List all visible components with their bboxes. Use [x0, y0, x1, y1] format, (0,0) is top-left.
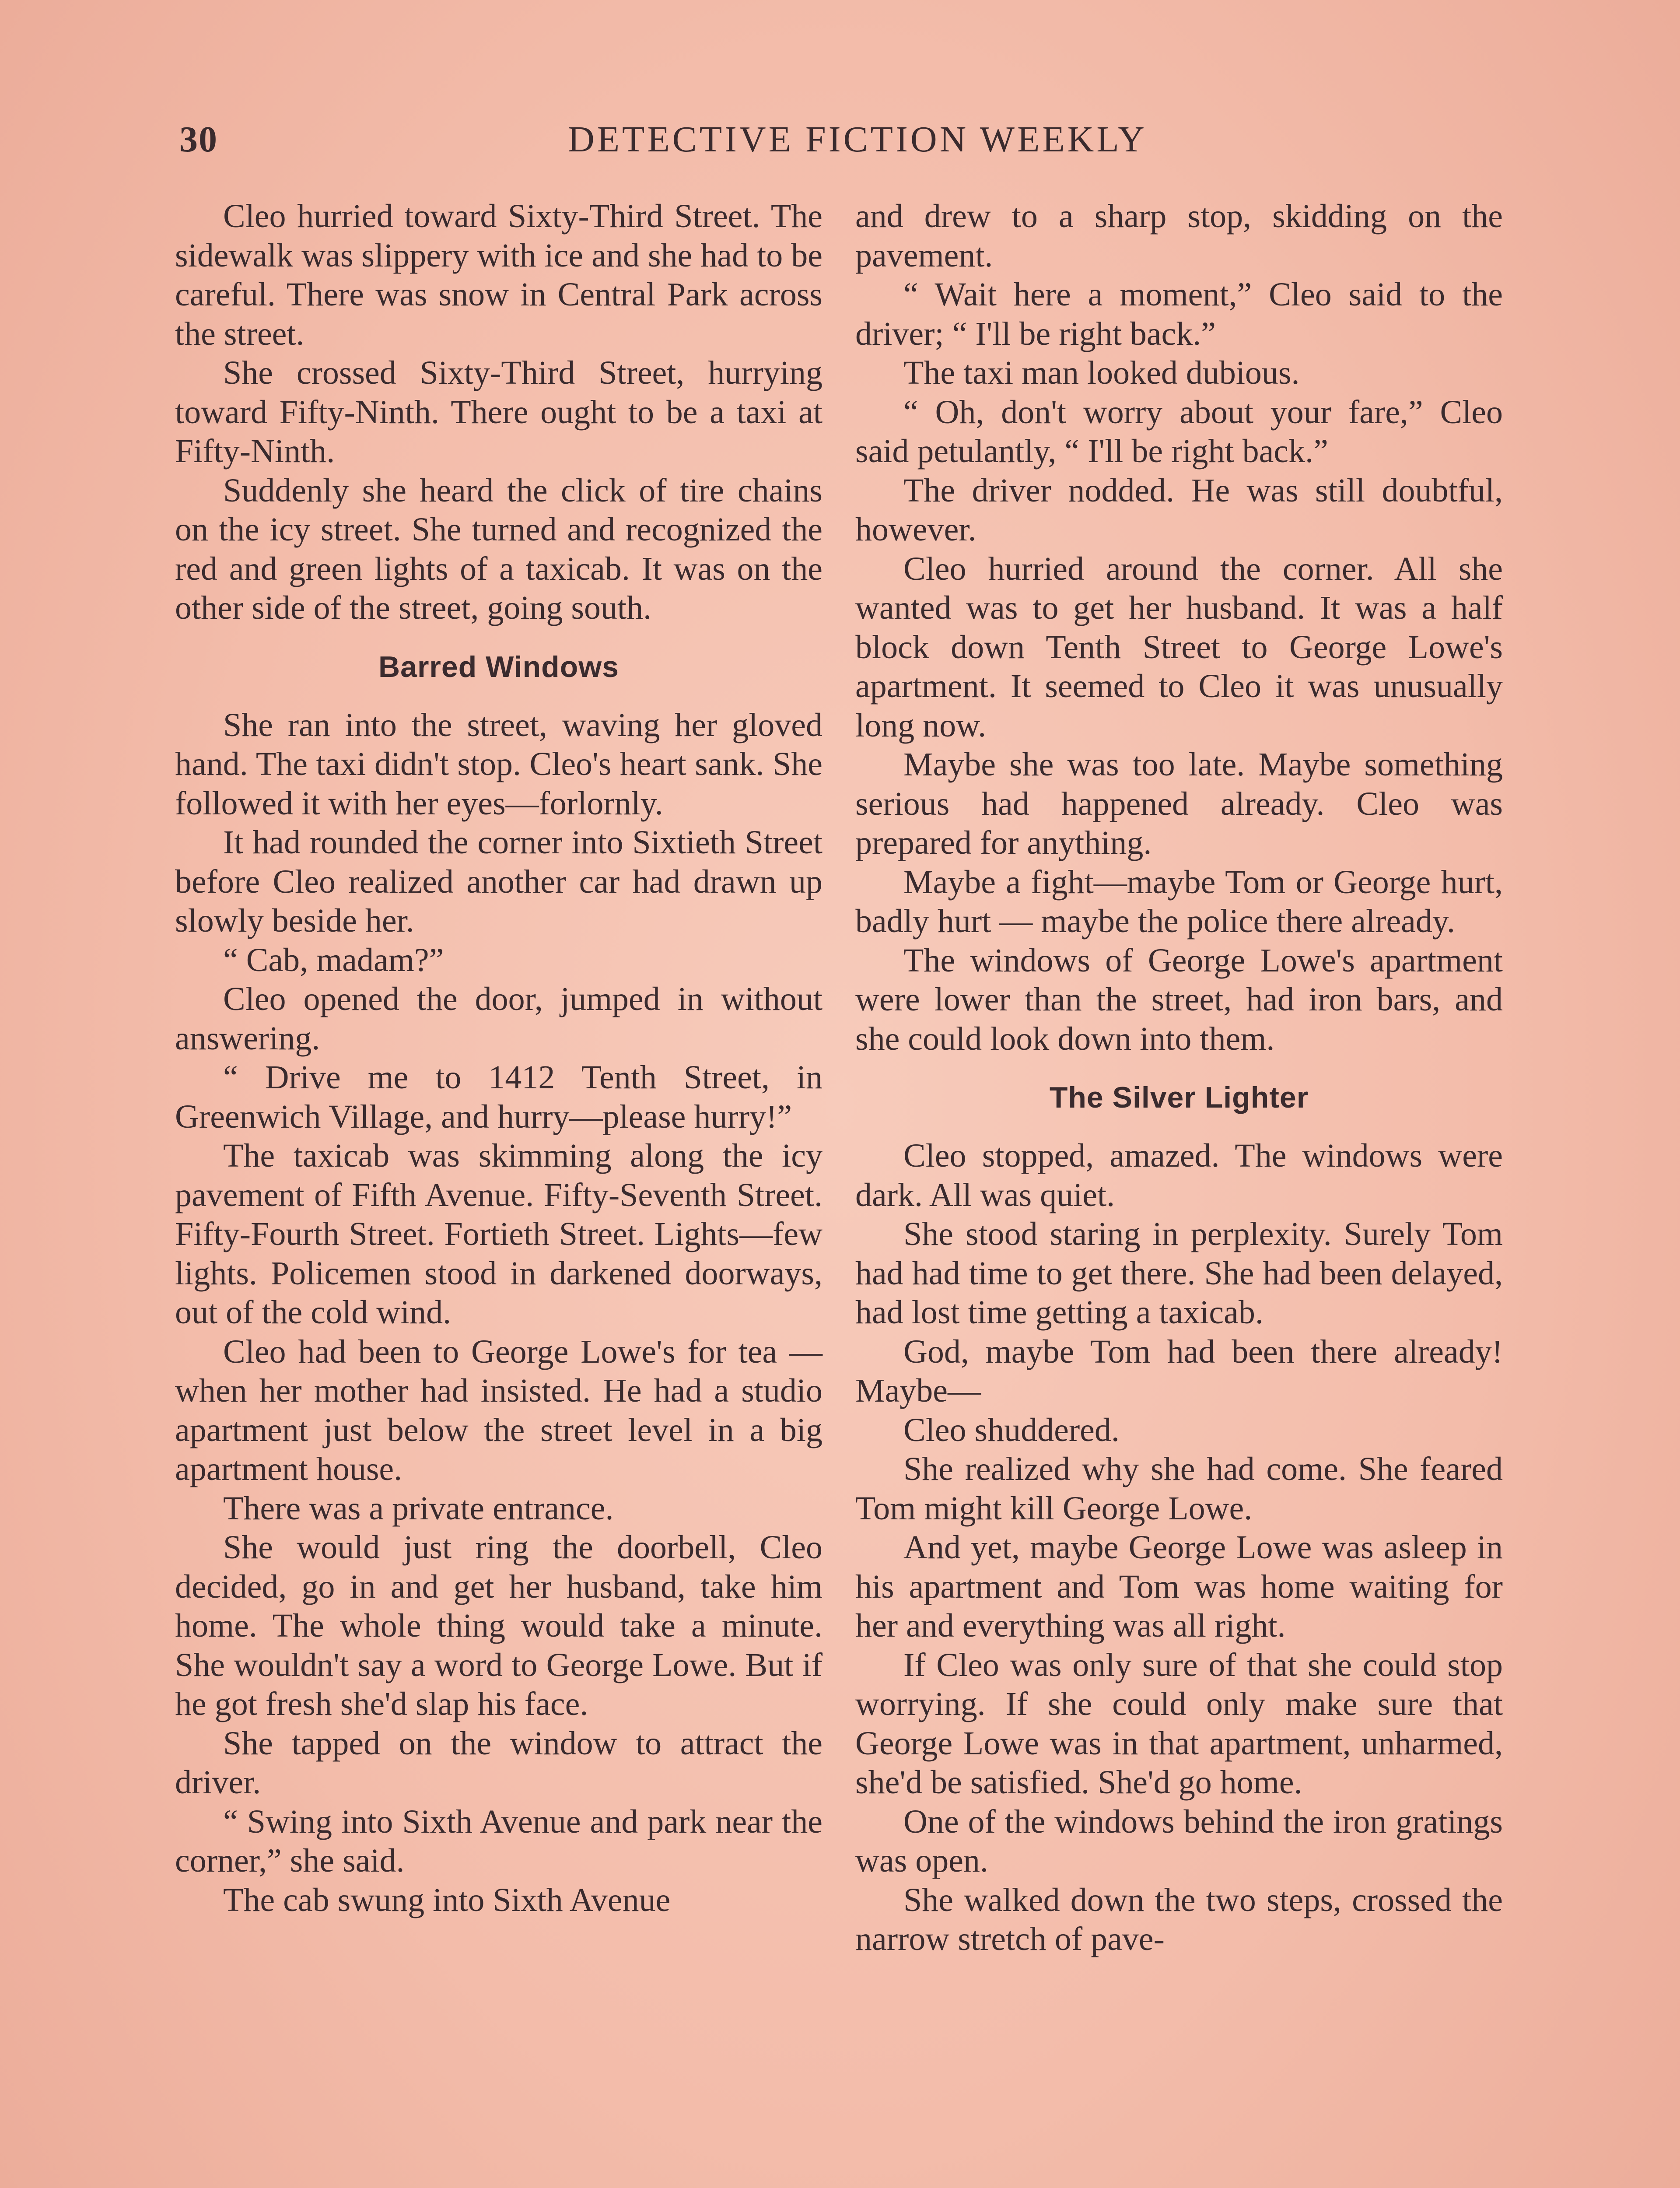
paragraph: “ Wait here a moment,” Cleo said to the driver; “ I'll be right back.”	[855, 276, 1503, 352]
paragraph: She ran into the street, waving her gloved hand. The taxi didn't stop. Cleo's heart sank. She followed it with her eyes—forlornly.	[175, 706, 822, 822]
paragraph: Maybe she was too late. Maybe something serious had happened already. Cleo was prepared for anything.	[855, 746, 1503, 861]
paragraph: She stood staring in perplexity. Surely Tom had had time to get there. She had been delayed, had lost time getting a taxicab.	[855, 1216, 1503, 1331]
page-header	[179, 118, 1509, 171]
paragraph: She would just ring the doorbell, Cleo decided, go in and get her husband, take him home. The whole thing would take a minute. She wouldn't say a word to George Lowe. But if he got fresh she'd slap his face.	[175, 1529, 822, 1722]
paragraph: “ Cab, madam?”	[223, 941, 444, 978]
paragraph: Cleo shuddered.	[903, 1411, 1120, 1448]
running-title: DETECTIVE FICTION WEEKLY	[568, 119, 1147, 160]
paragraph: She walked down the two steps, crossed the narrow stretch of pave-	[855, 1881, 1503, 1957]
paragraph: “ Oh, don't worry about your fare,” Cleo said petulantly, “ I'll be right back.”	[855, 393, 1503, 470]
paragraph: Cleo stopped, amazed. The windows were dark. All was quiet.	[855, 1137, 1503, 1213]
paragraph: The driver nodded. He was still doubtful, however.	[855, 472, 1503, 548]
paragraph: The windows of George Lowe's apartment were lower than the street, had iron bars, and she could look down into them.	[855, 942, 1503, 1057]
right-column	[855, 197, 1503, 1959]
paragraph: “ Swing into Sixth Avenue and park near the corner,” she said.	[175, 1803, 822, 1879]
paragraph: The taxicab was skimming along the icy pavement of Fifth Avenue. Fifty-Seventh Street. Fifty-Fourth Street. Fortieth Street. Lights—few lights. Policemen stood in darkened doorways, out of the cold wind.	[175, 1137, 822, 1331]
paragraph: There was a private entrance.	[223, 1490, 614, 1527]
page-number: 30	[179, 119, 218, 160]
paragraph: “ Drive me to 1412 Tenth Street, in Greenwich Village, and hurry—please hurry!”	[175, 1059, 822, 1135]
left-column	[175, 197, 822, 1920]
paragraph: And yet, maybe George Lowe was asleep in his apartment and Tom was home waiting for her and everything was all right.	[855, 1529, 1503, 1644]
paragraph: Cleo had been to George Lowe's for tea — when her mother had insisted. He had a studio apartment just below the street level in a big apartment house.	[175, 1333, 822, 1487]
paragraph: Maybe a fight—maybe Tom or George hurt, badly hurt — maybe the police there already.	[855, 863, 1503, 940]
paragraph: Cleo hurried around the corner. All she wanted was to get her husband. It was a half block down Tenth Street to George Lowe's apartment. It seemed to Cleo it was unusually long now.	[855, 550, 1503, 744]
section-heading: The Silver Lighter	[1049, 1081, 1309, 1114]
paragraph: The taxi man looked dubious.	[903, 354, 1300, 391]
paragraph: One of the windows behind the iron gratings was open.	[855, 1803, 1503, 1879]
section-heading: Barred Windows	[378, 650, 619, 684]
paragraph: God, maybe Tom had been there already! Maybe—	[855, 1333, 1503, 1409]
paragraph: If Cleo was only sure of that she could stop worrying. If she could only make sure that George Lowe was in that apartment, unharmed, she'd be satisfied. She'd go home.	[855, 1646, 1503, 1801]
paragraph: She crossed Sixty-Third Street, hurrying toward Fifty-Ninth. There ought to be a taxi at Fifty-Ninth.	[175, 354, 822, 470]
paragraph: She realized why she had come. She feared Tom might kill George Lowe.	[855, 1451, 1503, 1527]
paragraph-continued: and drew to a sharp stop, skidding on the pavement.	[855, 198, 1503, 274]
paragraph: Suddenly she heard the click of tire chains on the icy street. She turned and recognized the red and green lights of a taxicab. It was on the other side of the street, going south.	[175, 472, 822, 626]
paragraph: Cleo hurried toward Sixty-Third Street. The sidewalk was slippery with ice and she had to be careful. There was snow in Central Park across the street.	[175, 198, 822, 352]
paragraph: Cleo opened the door, jumped in without answering.	[175, 981, 822, 1057]
paragraph: The cab swung into Sixth Avenue	[223, 1881, 671, 1918]
paragraph: It had rounded the corner into Sixtieth Street before Cleo realized another car had drawn up slowly beside her.	[175, 824, 822, 939]
paragraph: She tapped on the window to attract the driver.	[175, 1725, 822, 1801]
